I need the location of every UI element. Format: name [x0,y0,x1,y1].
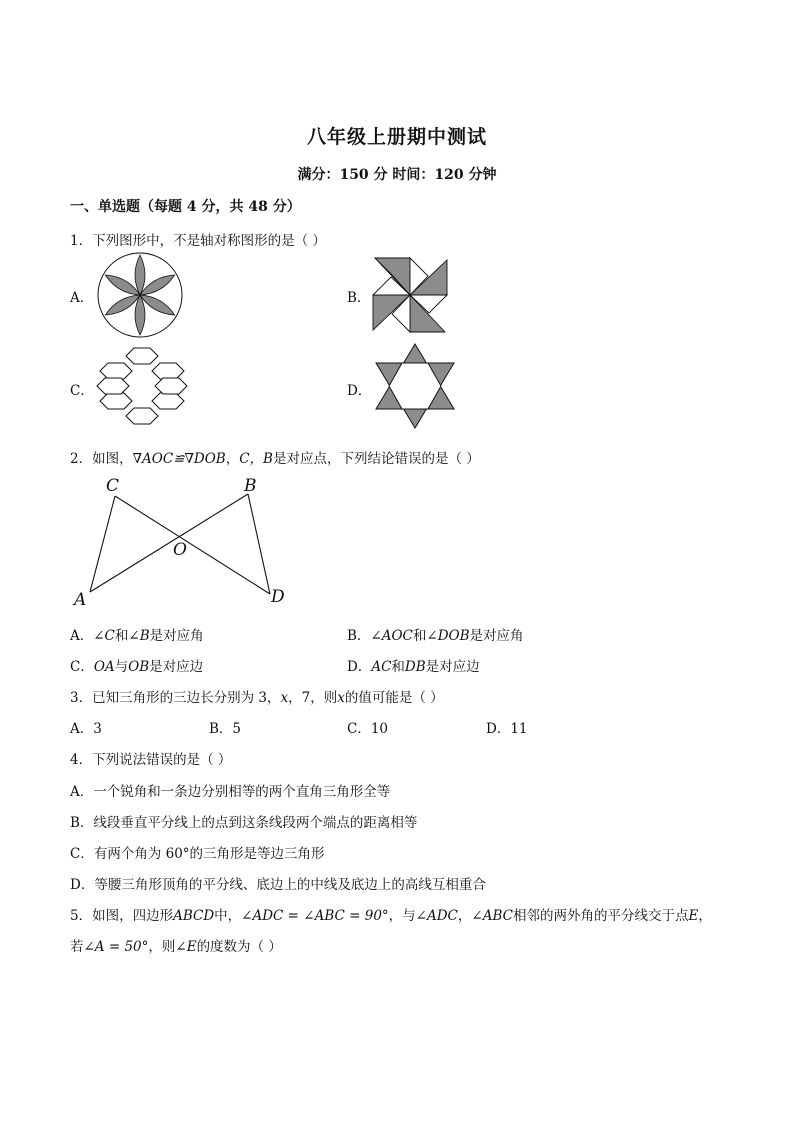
q3-option-a[interactable]: A．3 [70,721,102,737]
question-2-stem: 2．如图，∇AOC≌∇DOB，C，B是对应点，下列结论错误的是（ ） [70,451,480,467]
q4-option-b[interactable]: B．线段垂直平分线上的点到这条线段两个端点的距离相等 [70,815,418,831]
label-o: O [173,540,187,560]
label-a: A [74,590,87,610]
q2-option-d[interactable]: D．AC和DB是对应边 [347,659,480,675]
q3-option-c[interactable]: C．10 [347,721,389,737]
q4-option-a[interactable]: A．一个锐角和一条边分别相等的两个直角三角形全等 [70,784,391,800]
question-3-stem: 3．已知三角形的三边长分别为 3，x，7，则x的值可能是（ ） [70,690,444,706]
exam-info: 满分：150 分 时间：120 分钟 [297,167,497,183]
q3-option-d[interactable]: D．11 [486,721,528,737]
question-5-stem-line2: 若∠A = 50°，则∠E的度数为（ ） [70,939,282,955]
q2-option-b[interactable]: B．∠AOC和∠DOB是对应角 [347,628,524,644]
label-d: D [271,587,285,607]
q1-figure-c-hexagon-ring [96,346,188,426]
section-heading: 一、单选题（每题 4 分，共 48 分） [70,199,301,215]
question-4-stem: 4．下列说法错误的是（ ） [70,752,232,768]
q1-option-a-label[interactable]: A． [70,290,94,306]
q3-option-b[interactable]: B．5 [209,721,242,737]
label-b: B [244,476,257,496]
q1-option-d-label[interactable]: D． [347,383,372,399]
q1-figure-d-star [374,342,456,430]
question-5-stem-line1: 5．如图，四边形ABCD中，∠ADC = ∠ABC = 90°，与∠ADC，∠ABC相邻的两外角的平分线交于点E， [70,908,712,924]
q2-option-c[interactable]: C．OA与OB是对应边 [70,659,204,675]
q1-figure-b-pinwheel [373,258,447,332]
label-c: C [106,476,120,496]
page-title: 八年级上册期中测试 [306,126,487,148]
q2-option-a[interactable]: A．∠C和∠B是对应角 [70,628,204,644]
q4-option-c[interactable]: C．有两个角为 60°的三角形是等边三角形 [70,846,325,862]
q2-figure-bowtie [70,474,300,612]
q4-option-d[interactable]: D．等腰三角形顶角的平分线、底边上的中线及底边上的高线互相重合 [70,877,486,893]
q1-figure-a-flower [96,251,184,339]
question-1-stem: 1．下列图形中，不是轴对称图形的是（ ） [70,233,326,249]
q1-option-c-label[interactable]: C． [70,383,94,399]
q1-option-b-label[interactable]: B． [347,290,371,306]
